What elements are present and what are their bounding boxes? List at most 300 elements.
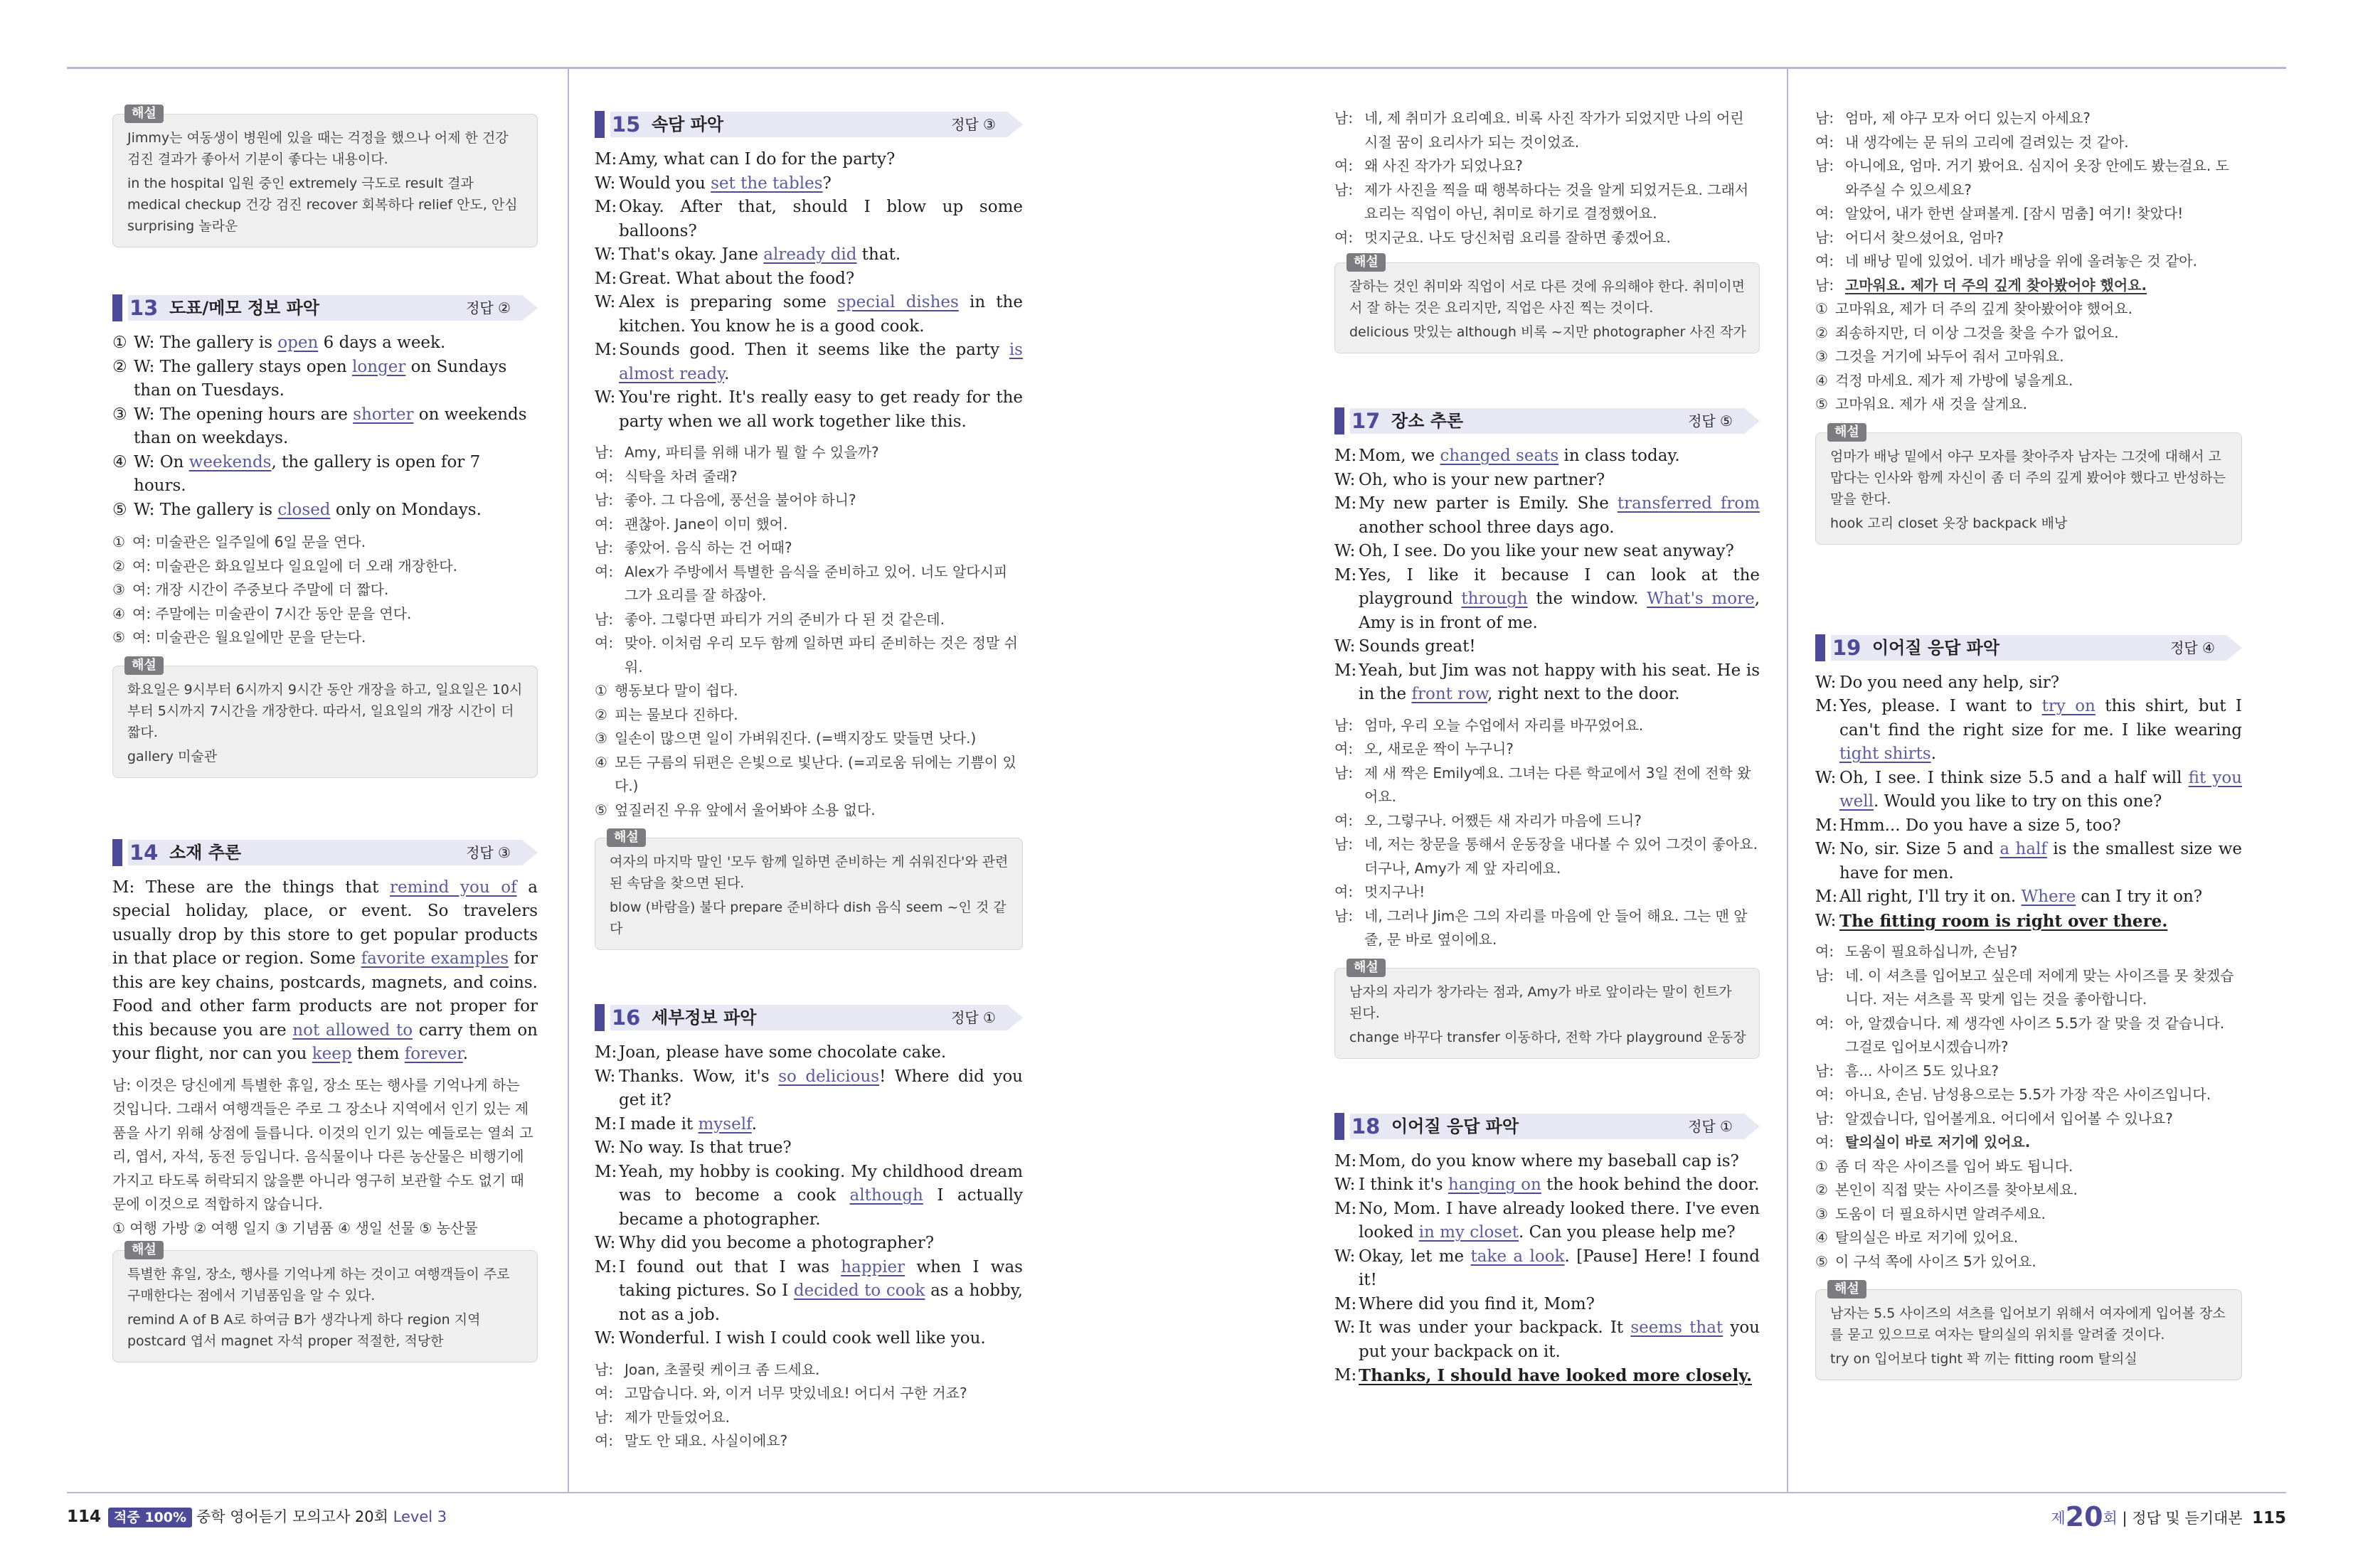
explanation-text: Jimmy는 여동생이 병원에 있을 때는 걱정을 했으나 어제 한 건강 검진 결과가 좋아서 기분이 좋다는 내용이다.: [127, 130, 509, 167]
explanation-text: 남자는 5.5 사이즈의 셔츠를 입어보기 위해서 여자에게 입어볼 장소를 묻고 있으므로 여자는 탈의실의 위치를 알려줄 것이다.: [1830, 1306, 2226, 1343]
speaker-label: M:: [595, 1114, 617, 1134]
answer-key: 정답 ⑤: [1688, 412, 1733, 430]
question-header-arrow: [1744, 408, 1760, 434]
speaker-label: W:: [595, 174, 616, 193]
dialogue-fragment: is the smallest size we have for men.: [1839, 840, 2243, 882]
translation-text: 멋지군요. 나도 당신처럼 요리를 잘하면 좋겠어요.: [1364, 228, 1671, 246]
choice-line: [595, 799, 1023, 823]
translation-text: Alex가 주방에서 특별한 음식을 준비하고 있어. 너도 알다시피 그가 요리를 잘 하잖아.: [625, 562, 1008, 604]
vocabulary-list: hook 고리 closet 옷장 backpack 배낭: [1830, 515, 2068, 531]
translation-text: 네. 이 셔츠를 입어보고 싶은데 저에게 맞는 사이즈를 못 찾겠습니다. 저는 셔츠를 꼭 맞게 입는 것을 좋아합니다.: [1845, 966, 2234, 1008]
dialogue-line: [1334, 635, 1760, 659]
answer-blank: tight shirts: [1839, 745, 1931, 763]
question-header: [1815, 634, 2242, 661]
explanation-label: 해설: [1347, 959, 1386, 977]
question-number: 13: [129, 296, 159, 320]
spacer: [112, 255, 538, 290]
translation-line: [595, 536, 1023, 560]
dialogue-fragment: Would you: [619, 174, 711, 193]
translation-text: 좋아. 그 다음에, 풍선을 불어야 하니?: [625, 491, 856, 508]
answer-blank: myself: [698, 1114, 752, 1134]
speaker-label: 여:: [1815, 205, 1834, 222]
answer-blank: through: [1461, 590, 1528, 608]
spacer: [595, 1351, 1023, 1358]
option-fragment: W: The gallery is: [134, 500, 278, 519]
dialogue-fragment: Amy, what can I do for the party?: [619, 150, 896, 169]
dialogue-fragment: , Amy is in front of me.: [1359, 590, 1760, 632]
footer-left: [67, 1505, 447, 1529]
translation-text: 아니요, 손님. 남성용으로는 5.5가 가장 작은 사이즈입니다.: [1845, 1086, 2211, 1103]
speaker-label: W:: [1334, 1247, 1356, 1266]
dialogue-fragment: the window.: [1527, 590, 1647, 608]
answer-blank: so delicious: [778, 1067, 880, 1086]
choice-line: [595, 679, 1023, 703]
answer-key: 정답 ①: [1688, 1117, 1733, 1135]
dialogue-fragment: You're right. It's really easy to get ready for the party when we all work together like this.: [619, 388, 1023, 431]
question-header-arrow: [2226, 635, 2242, 661]
choice-number: ①: [595, 682, 607, 699]
translation-text: 멋지구나!: [1364, 883, 1425, 900]
speaker-label: 남:: [1815, 276, 1834, 294]
dialogue-fragment: All right, I'll try it on.: [1839, 887, 2022, 906]
dialogue-fragment: .: [751, 1114, 758, 1134]
dialogue-text: [1359, 1245, 1760, 1293]
speaker-label: 여:: [595, 562, 614, 580]
question-header-marker: [1334, 407, 1344, 434]
dialogue-line: [112, 876, 538, 1067]
page-number-right: 115: [2251, 1509, 2286, 1527]
choice-number: ④: [1815, 371, 1828, 389]
dialogue-text: [619, 172, 1023, 196]
dialogue-line: [595, 1256, 1023, 1328]
option-line: [112, 356, 538, 403]
dialogue-fragment: That's okay. Jane: [619, 245, 764, 264]
dialogue-fragment: No way. Is that true?: [619, 1138, 792, 1157]
vocabulary-list: try on 입어보다 tight 꽉 끼는 fitting room 탈의실: [1830, 1351, 2137, 1367]
speaker-label: W:: [1334, 637, 1356, 656]
translation-line: [595, 608, 1023, 632]
speaker-label: M:: [1334, 494, 1357, 513]
option-text: [134, 403, 538, 451]
dialogue-line: [595, 267, 1023, 292]
dialogue-text: [1359, 635, 1760, 659]
dialogue-line-answer: [1334, 1364, 1760, 1388]
question-header-arrow: [1007, 112, 1023, 137]
choice-text: 피는 물보다 진하다.: [615, 705, 738, 723]
speaker-label: M:: [595, 341, 617, 359]
speaker-label: W:: [1334, 1318, 1356, 1337]
dialogue-line: [1815, 671, 2242, 695]
speaker-label: 여:: [595, 515, 614, 533]
choice-number: ②: [595, 705, 607, 723]
column-2: [595, 107, 1023, 1454]
translation-text: 제 새 짝은 Emily예요. 그녀는 다른 학교에서 3일 전에 전학 왔어요.: [1364, 764, 1751, 805]
speaker-label: M:: [595, 198, 617, 216]
dialogue-text: [619, 1041, 1023, 1065]
speaker-label: M:: [1334, 565, 1357, 585]
test-suffix: 회: [2103, 1510, 2118, 1527]
answer-blank: open: [277, 334, 319, 352]
choice-number: ②: [112, 557, 125, 575]
choice-number: ②: [1815, 1181, 1828, 1198]
dialogue-fragment: It was under your backpack. It: [1359, 1318, 1631, 1337]
speaker-label: W:: [595, 388, 616, 407]
answer-blank: is almost ready: [619, 341, 1023, 383]
translation-text: 괜찮아. Jane이 이미 했어.: [625, 515, 788, 533]
dialogue-fragment: Great. What about the food?: [619, 269, 855, 288]
explanation-label: 해설: [1827, 423, 1866, 442]
question-title: 속담 파악: [652, 114, 724, 134]
choice-line: [1815, 1250, 2242, 1274]
choice-text: 고마워요. 제가 새 것을 살게요.: [1835, 395, 2027, 412]
answer-blank: take a look: [1470, 1247, 1565, 1266]
dialogue-fragment: carry them on your flight, nor can you: [112, 1020, 538, 1063]
speaker-label: 남:: [595, 610, 614, 628]
choice-text: 엎질러진 우유 앞에서 울어봐야 소용 없다.: [615, 801, 876, 818]
speaker-label: 남:: [1815, 110, 1834, 127]
dialogue-fragment: Mom, we: [1359, 447, 1440, 465]
question-header-arrow: [522, 295, 538, 321]
explanation-label: 해설: [1827, 1280, 1866, 1298]
speaker-label: 여:: [1334, 883, 1354, 900]
speaker-label: W:: [1815, 911, 1837, 930]
choice-text: 행동보다 말이 쉽다.: [615, 682, 738, 699]
dialogue-line: [1334, 444, 1760, 469]
choice-number: ①: [1815, 300, 1828, 317]
answer-sentence: Thanks, I should have looked more closely.: [1359, 1366, 1752, 1385]
choice-number: ⑤: [1815, 395, 1828, 412]
dialogue-fragment: ! Where did you get it?: [619, 1067, 1023, 1109]
footer-right: [2051, 1501, 2286, 1532]
vocabulary-list: remind A of B A로 하여금 B가 생각나게 하다 region 지역 postcard 엽서 magnet 자석 proper 적절한, 적당한: [127, 1312, 481, 1349]
dialogue-text: [619, 1065, 1023, 1113]
answer-blank: forever: [404, 1045, 463, 1063]
question-number: 17: [1351, 409, 1381, 433]
spacer: [1815, 552, 2242, 630]
choice-number: ①: [1815, 1157, 1828, 1175]
answer-blank: special dishes: [837, 293, 959, 311]
translation-line: [595, 1358, 1023, 1382]
choice-line: [112, 578, 538, 602]
question-title: 소재 추론: [169, 842, 242, 863]
option-line: [112, 403, 538, 451]
explanation-box: [112, 1242, 538, 1362]
speaker-label: 남:: [1334, 181, 1354, 198]
dialogue-fragment: Where did you find it, Mom?: [1359, 1294, 1595, 1313]
dialogue-fragment: Sounds good. Then it seems like the party: [619, 341, 1009, 359]
option-line: [112, 331, 538, 356]
speaker-label: M:: [1334, 661, 1357, 680]
answer-blank: in my closet: [1418, 1223, 1519, 1242]
translation-text: 도움이 필요하십니까, 손님?: [1845, 943, 2018, 960]
dialogue-fragment: . Can you please help me?: [1518, 1223, 1736, 1242]
translation-line: [1815, 226, 2242, 250]
dialogue-text: [619, 243, 1023, 267]
column-separator-left: [568, 69, 569, 1493]
translation-text: Amy, 파티를 위해 내가 뭘 할 수 있을까?: [625, 444, 879, 461]
choice-text: 여: 미술관은 일주일에 6일 문을 연다.: [132, 533, 366, 550]
translation-line: [595, 1406, 1023, 1430]
dialogue-fragment: Hmm... Do you have a size 5, too?: [1839, 816, 2121, 835]
spacer: [1334, 707, 1760, 714]
translation-text: 고맙습니다. 와, 이거 너무 맛있네요! 어디서 구한 거죠?: [625, 1385, 967, 1402]
explanation-label: 해설: [124, 656, 164, 675]
option-text: [134, 498, 538, 523]
speaker-label: 남:: [1334, 110, 1354, 127]
dialogue-fragment: Okay. After that, should I blow up some balloons?: [619, 198, 1023, 240]
answer-key: 정답 ③: [466, 843, 511, 861]
dialogue-line: [595, 172, 1023, 196]
question-title: 도표/메모 정보 파악: [169, 298, 319, 318]
question-number: 15: [612, 112, 641, 137]
translation-paragraph: 남: 이것은 당신에게 특별한 휴일, 장소 또는 행사를 기억나게 하는 것입니다. 그래서 여행객들은 주로 그 장소나 지역에서 인기 있는 제품을 사기 위해 상점에 들릅니다. 이것의 인기 있는 예들로는 열쇠 고리, 엽서, 자석, 동전 등입니다. 음식물이나 다른 농산물은 비행기에 가지고 타도록 허락되지 않을뿐 아니라 영구히 보관할 수도 없기 때문에 이것으로 적합하지 않습니다.: [112, 1076, 533, 1212]
dialogue-text: [112, 876, 538, 1067]
question-header-arrow: [522, 840, 538, 865]
translation-text: 오, 그렇구나. 어쨌든 새 자리가 마음에 드니?: [1364, 811, 1642, 829]
translation-line: [1815, 131, 2242, 155]
choice-text: 여: 주말에는 미술관이 7시간 동안 문을 연다.: [132, 604, 412, 622]
option-line: [112, 451, 538, 498]
option-number: ③: [112, 405, 127, 424]
speaker-label: M:: [595, 1257, 617, 1276]
dialogue-text: [1359, 1293, 1760, 1317]
answer-blank: favorite examples: [361, 949, 509, 968]
translation-text: 네 배낭 밑에 있었어. 네가 배낭을 위에 올려놓은 것 같아.: [1845, 252, 2197, 270]
answer-key: 정답 ②: [466, 299, 511, 316]
speaker-label: 여:: [1815, 1014, 1834, 1032]
speaker-label: 여:: [1815, 943, 1834, 960]
page-number-left: 114: [67, 1508, 102, 1526]
dialogue-line: [1815, 695, 2242, 767]
speaker-label: W:: [1815, 768, 1837, 787]
speaker-label: 여:: [595, 1385, 614, 1402]
option-fragment: , the gallery is open for 7 hours.: [134, 452, 481, 495]
choice-text: 탈의실은 바로 저기에 있어요.: [1835, 1229, 2019, 1246]
speaker-label: M:: [1334, 1294, 1357, 1313]
speaker-label: 남:: [1334, 716, 1354, 734]
dialogue-fragment: can I try it on?: [2076, 887, 2203, 906]
option-number: ⑤: [112, 500, 127, 519]
dialogue-line: [595, 1327, 1023, 1351]
explanation-label: 해설: [124, 105, 164, 123]
dialogue-text: [1359, 469, 1760, 493]
dialogue-text: [1359, 659, 1760, 707]
translation-line: [1815, 202, 2242, 226]
speaker-label: W:: [1334, 470, 1356, 489]
dialogue-fragment: I made it: [619, 1114, 699, 1134]
test-prefix: 제: [2051, 1510, 2066, 1527]
speaker-label: W:: [595, 293, 616, 311]
translation-text: 네, 그러나 Jim은 그의 자리를 마음에 안 들어 해요. 그는 맨 앞줄, 문 바로 옆이에요.: [1364, 907, 1748, 948]
choice-number: ②: [1815, 324, 1828, 341]
dialogue-line: [1815, 885, 2242, 910]
choice-line: [1815, 345, 2242, 369]
vocabulary-list: gallery 미술관: [127, 748, 218, 764]
dialogue-fragment: when I was taking pictures. So I: [619, 1257, 1023, 1300]
question-title: 이어질 응답 파악: [1391, 1116, 1519, 1136]
dialogue-line: [1334, 1316, 1760, 1364]
dialogue-fragment: Yes, I like it because I can look at the playground: [1359, 565, 1760, 608]
answer-blank: although: [849, 1186, 923, 1205]
dialogue-fragment: that.: [856, 245, 901, 264]
translation-text: 내 생각에는 문 뒤의 고리에 걸려있는 것 같아.: [1845, 133, 2129, 151]
explanation-text: 잘하는 것인 취미와 직업이 서로 다른 것에 유의해야 한다. 취미이면서 잘 하는 것은 요리지만, 직업은 사진 찍는 것이다.: [1349, 279, 1745, 316]
speaker-label: M:: [595, 1043, 617, 1062]
option-fragment: W: The gallery stays open: [134, 357, 353, 376]
dialogue-fragment: in class today.: [1558, 447, 1680, 465]
choice-number: ①: [112, 533, 125, 550]
dialogue-fragment: .: [1930, 745, 1937, 763]
dialogue-text: [619, 1136, 1023, 1161]
choice-line: [1815, 297, 2242, 321]
spacer: [1334, 361, 1760, 403]
explanation-box: [112, 106, 538, 247]
speaker-label: M:: [595, 269, 617, 288]
option-fragment: W: The opening hours are: [134, 405, 354, 424]
choice-line: [1815, 1178, 2242, 1202]
speaker-label: M:: [1334, 1151, 1357, 1170]
dialogue-fragment: Joan, please have some chocolate cake.: [619, 1043, 947, 1062]
question-header: [1334, 407, 1760, 434]
choice-text: 그것을 거기에 놔두어 줘서 고마워요.: [1835, 348, 2064, 365]
speaker-label: M:: [1815, 887, 1838, 906]
dialogue-fragment: for this are key chains, postcards, magnets, and coins. Food and other farm products are not proper for this because you are: [112, 949, 538, 1040]
explanation-box: [1334, 959, 1760, 1059]
spacer: [112, 1067, 538, 1074]
dialogue-text: [619, 267, 1023, 292]
answer-blank: weekends: [188, 452, 272, 471]
translation-line: [1815, 1083, 2242, 1107]
choice-text: 좀 더 작은 사이즈를 입어 봐도 됩니다.: [1835, 1157, 2073, 1175]
speaker-label: M:: [1334, 1366, 1357, 1385]
option-number: ④: [112, 452, 127, 471]
dialogue-fragment: a special holiday, place, or event. So travelers usually drop by this store to get popular products in that place or region. Some: [112, 878, 538, 968]
option-fragment: 6 days a week.: [318, 334, 446, 352]
translation-text: 좋았어. 음식 하는 건 어때?: [625, 539, 792, 556]
answer-blank: not allowed to: [292, 1020, 413, 1040]
translation-line: [595, 560, 1023, 608]
dialogue-fragment: , right next to the door.: [1487, 685, 1680, 703]
spacer: [1334, 1066, 1760, 1109]
dialogue-text: [1359, 1173, 1760, 1198]
dialogue-line: [1815, 767, 2242, 814]
answer-blank: hanging on: [1448, 1175, 1541, 1194]
translation-line: [1334, 880, 1760, 905]
dialogue-fragment: the hook behind the door.: [1541, 1175, 1760, 1194]
choice-text: 걱정 마세요. 제가 제 가방에 넣을게요.: [1835, 371, 2073, 389]
explanation-text: 여자의 마지막 말인 '모두 함께 일하면 준비하는 게 쉬워진다'와 관련된 속담을 찾으면 된다.: [610, 854, 1009, 891]
dialogue-text: [619, 1256, 1023, 1328]
dialogue-fragment: My new parter is Emily. She: [1359, 494, 1618, 513]
translation-line: [1815, 1131, 2242, 1155]
spacer: [595, 957, 1023, 1000]
dialogue-fragment: . [Pause] Here! I found it!: [1359, 1247, 1760, 1289]
dialogue-fragment: M: These are the things that: [112, 878, 391, 897]
question-header-marker: [1334, 1113, 1344, 1140]
dialogue-line: [595, 1041, 1023, 1065]
translation-text: 엄마, 제 야구 모자 어디 있는지 아세요?: [1845, 110, 2091, 127]
translation-line: [595, 1429, 1023, 1454]
speaker-label: 남:: [1334, 764, 1354, 782]
translation-line: [1815, 1107, 2242, 1131]
speaker-label: 여:: [1334, 228, 1354, 246]
dialogue-fragment: in the kitchen. You know he is a good cook.: [619, 293, 1023, 336]
choice-text: 도움이 더 필요하시면 알려주세요.: [1835, 1205, 2046, 1222]
dialogue-line: [595, 196, 1023, 243]
option-text: [134, 451, 538, 498]
choice-line: [112, 626, 538, 650]
translation-text: 맞아. 이처럼 우리 모두 함께 일하면 파티 준비하는 것은 정말 쉬워.: [625, 634, 1018, 676]
dialogue-line: [1334, 1293, 1760, 1317]
question-header-arrow: [1007, 1005, 1023, 1030]
option-number: ①: [112, 334, 127, 352]
dialogue-line: [1334, 492, 1760, 540]
dialogue-line: [1334, 540, 1760, 564]
vocabulary-list: blow (바람을) 불다 prepare 준비하다 dish 음식 seem ~인 것 같다: [610, 900, 1006, 937]
choice-line: [112, 555, 538, 579]
dialogue-text: [1839, 695, 2242, 767]
dialogue-text: [1359, 1316, 1760, 1364]
dialogue-line: [595, 1065, 1023, 1113]
dialogue-text: [1359, 1198, 1760, 1245]
dialogue-fragment: Oh, I see. I think size 5.5 and a half will: [1839, 768, 2189, 787]
dialogue-fragment: them: [351, 1045, 405, 1063]
choice-line: [1815, 1226, 2242, 1250]
dialogue-fragment: as a hobby, not as a job.: [619, 1281, 1023, 1324]
speaker-label: M:: [1334, 1199, 1357, 1218]
dialogue-fragment: I think it's: [1359, 1175, 1448, 1194]
speaker-label: 남:: [1815, 966, 1834, 984]
speaker-label: 여:: [595, 634, 614, 651]
dialogue-text: [619, 1113, 1023, 1137]
question-title: 세부정보 파악: [652, 1008, 757, 1028]
dialogue-fragment: .: [462, 1045, 469, 1063]
explanation-text: 화요일은 9시부터 6시까지 9시간 동안 개장을 하고, 일요일은 10시부터 5시까지 7시간을 개장한다. 따라서, 일요일의 개장 시간이 더 짧다.: [127, 681, 523, 740]
choice-number: ④: [595, 753, 607, 771]
translation-text: 탈의실이 바로 저기에 있어요.: [1845, 1134, 2031, 1151]
translation-text: 네, 제 취미가 요리예요. 비록 사진 작가가 되었지만 나의 어린 시절 꿈이 요리사가 되는 것이었죠.: [1364, 110, 1744, 151]
answer-key: 정답 ③: [951, 116, 996, 133]
spacer: [112, 785, 538, 835]
speaker-label: 남:: [595, 1408, 614, 1426]
dialogue-text: [1359, 444, 1760, 469]
dialogue-line: [1334, 564, 1760, 636]
answer-key: 정답 ④: [2170, 639, 2215, 656]
choice-text: 고마워요, 제가 더 주의 깊게 찾아봤어야 했어요.: [1835, 300, 2132, 317]
speaker-label: 남:: [1815, 228, 1834, 246]
choice-line: [1815, 1155, 2242, 1179]
answer-blank: longer: [352, 357, 406, 376]
bottom-rule: [67, 1492, 2286, 1493]
speaker-label: W:: [1334, 1175, 1356, 1194]
translation-text: 알겠습니다, 입어볼게요. 어디에서 입어볼 수 있나요?: [1845, 1109, 2173, 1127]
choice-text: 일손이 많으면 일이 가벼워진다. (=백지장도 맞들면 낫다.): [615, 730, 977, 747]
translation-text: 아니에요, 엄마. 거기 봤어요. 심지어 옷장 안에도 봤는걸요. 도와주실 수 있으세요?: [1845, 157, 2229, 198]
question-header: [112, 839, 538, 866]
choice-line: [112, 602, 538, 626]
choice-text: 여: 미술관은 월요일에만 문을 닫는다.: [132, 629, 366, 646]
question-header: [112, 294, 538, 321]
dialogue-fragment: Yeah, my hobby is cooking. My childhood dream was to become a cook: [619, 1162, 1023, 1205]
speaker-label: 여:: [1815, 1134, 1834, 1151]
explanation-text: 남자의 자리가 창가라는 점과, Amy가 바로 앞이라는 말이 힌트가 된다.: [1349, 983, 1732, 1021]
dialogue-fragment: Do you need any help, sir?: [1839, 673, 2060, 692]
choice-number: ③: [1815, 348, 1828, 365]
explanation-text: 엄마가 배낭 밑에서 야구 모자를 찾아주자 남자는 그것에 대해서 고맙다는 인사와 함께 자신이 좀 더 주의 깊게 봤어야 했다고 반성하는 말을 한다.: [1830, 448, 2226, 507]
dialogue-line: [1334, 1198, 1760, 1245]
column-1: [112, 107, 538, 1370]
translation-text: 알았어, 내가 한번 살펴볼게. [잠시 멈춤] 여기! 찾았다!: [1845, 205, 2184, 222]
